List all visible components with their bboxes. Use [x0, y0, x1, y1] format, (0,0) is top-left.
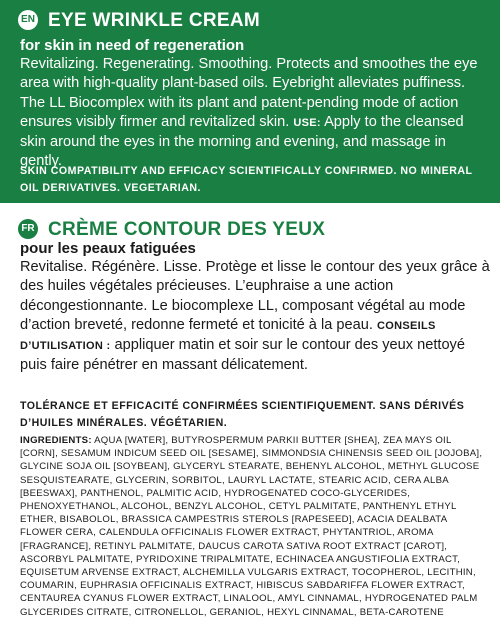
- english-section: [0, 0, 500, 203]
- english-claims: SKIN COMPATIBILITY AND EFFICACY SCIENTIFICALLY CONFIRMED. NO MINERAL OIL DERIVATIVES. VEGETARIAN.: [20, 165, 473, 194]
- french-description: [20, 258, 490, 376]
- french-subtitle: pour les peaux fatiguées: [20, 240, 196, 257]
- english-use-label: USE:: [293, 116, 321, 129]
- english-description: [20, 55, 490, 172]
- english-title: EYE WRINKLE CREAM: [48, 10, 260, 31]
- language-badge-fr: FR: [18, 219, 38, 239]
- english-subtitle: for skin in need of regeneration: [20, 37, 245, 54]
- french-use-text: appliquer matin et soir sur le contour des yeux nettoyé puis faire pénétrer en massant délicatement.: [20, 337, 465, 374]
- english-description-text: Revitalizing. Regenerating. Smoothing. Protects and smoothes the eye area with high-quality plant-based oils. Eyebright alleviates puffiness. The LL Biocomplex with its plant and patent-pending mode of action ensures visibly firmer and revitalized skin.: [20, 56, 478, 130]
- french-use-label: CONSEILS D’UTILISATION :: [20, 319, 436, 353]
- ingredients-text: AQUA [WATER], BUTYROSPERMUM PARKII BUTTER [SHEA], ZEA MAYS OIL [CORN], SESAMUM INDICUM SEED OIL [SESAME], SIMMONDSIA CHINENSIS SEED OIL [JOJOBA], GLYCINE SOJA OIL [SOYBEAN], GLYCERYL STEARATE, BEHENYL ALCOHOL, METHYL GLUCOSE SESQUISTEARATE, GLYCERIN, SORBITOL, LAURYL LACTATE, STEARIC ACID, CERA ALBA [BEESWAX], PANTHENOL, PALMITIC ACID, HYDROGENATED COCO-GLYCERIDES, PHENOXYETHANOL, ALCOHOL, BENZYL ALCOHOL, CETYL PALMITATE, PANTHENYL ETHYL ETHER, BISABOLOL, BRASSICA CAMPESTRIS STEROLS [RAPESEED], ACACIA DEALBATA FLOWER CERA, CALENDULA OFFICINALIS FLOWER EXTRACT, PHYTANTRIOL, AROMA [FRAGRANCE], RETINYL PALMITATE, DAUCUS CAROTA SATIVA ROOT EXTRACT [CAROT], ASCORBYL PALMITATE, PYRIDOXINE TRIPALMITATE, ECHINACEA ANGUSTIFOLIA EXTRACT, EQUISETUM ARVENSE EXTRACT, ALCHEMILLA VULGARIS EXTRACT, TOCOPHEROL, LECITHIN, COUMARIN, EUPHRASIA OFFICINALIS EXTRACT, HIBISCUS SABDARIFFA FLOWER EXTRACT, CENTAUREA CYANUS FLOWER EXTRACT, LINALOOL, AMYL CINNAMAL, HYDROGENATED PALM GLYCERIDES CITRATE, CITRONELLOL, GERANIOL, HEXYL CINNAMAL, BETA-CAROTENE: [20, 435, 483, 618]
- english-use-text: Apply to the cleansed skin around the eyes in the morning and evening, and massage in gently.: [20, 113, 464, 170]
- french-description-text: Revitalise. Régénère. Lisse. Protège et lisse le contour des yeux grâce à des huiles végétales précieuses. L’euphraise a une action décongestionnante. Le biocomplexe LL, composant végétal au mode d’action breveté, redonne fermeté et tonicité à la peau.: [20, 259, 490, 333]
- french-claims: TOLÉRANCE ET EFFICACITÉ CONFIRMÉES SCIENTIFIQUEMENT. SANS DÉRIVÉS D’HUILES MINÉRALES. VÉGÉTARIEN.: [20, 400, 465, 429]
- ingredients-list: [20, 434, 490, 619]
- ingredients-label: INGREDIENTS:: [20, 435, 92, 446]
- language-badge-en: EN: [18, 10, 38, 30]
- french-title: CRÈME CONTOUR DES YEUX: [48, 219, 326, 240]
